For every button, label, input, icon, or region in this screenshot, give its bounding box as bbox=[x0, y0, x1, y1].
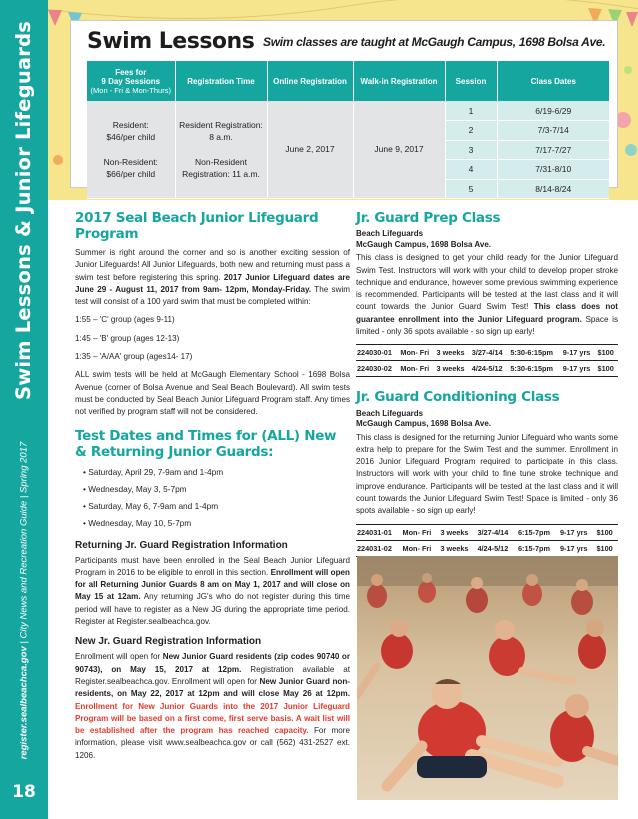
returning-reg-heading: Returning Jr. Guard Registration Information bbox=[75, 539, 288, 551]
fees-cell: Resident: $46/per child Non-Resident: $66/per child bbox=[87, 101, 175, 199]
junior-lifeguards-photo bbox=[357, 556, 618, 800]
class-dates-header: Class Dates bbox=[497, 61, 609, 101]
prep-class-location: Beach Lifeguards McGaugh Campus, 1698 Bolsa Ave. bbox=[356, 229, 492, 249]
prep-class-table bbox=[356, 344, 618, 377]
test-dates-heading: Test Dates and Times for (ALL) New & Returning Junior Guards: bbox=[75, 427, 337, 460]
page-number: 18 bbox=[12, 782, 36, 802]
online-reg-date: June 2, 2017 bbox=[267, 101, 353, 199]
prep-class-description: This class is designed to get your child ready for the Junior Lifeguard Swim Test. Instructors will work with your child to develop proper stroke technique and endurance, however some previous swimming experience is recommended. Participants will be tested at the last class and it will count towards the Junior Guard Swim Test! This class does not guarantee enrollment into the Junior Lifeguard program. Space is limited - only 36 spots available - so sign up early! bbox=[356, 253, 618, 337]
walkin-reg-date: June 9, 2017 bbox=[353, 101, 445, 199]
swim-lessons-title: Swim Lessons bbox=[87, 29, 255, 54]
sidebar-website-link[interactable]: register.sealbeachca.gov bbox=[18, 645, 30, 759]
session-dates: 6/19-6/29 bbox=[497, 101, 609, 121]
session-dates: 7/17-7/27 bbox=[497, 140, 609, 160]
swim-time-item: 1:45 – 'B' group (ages 12-13) bbox=[75, 333, 180, 343]
session-dates: 7/31-8/10 bbox=[497, 160, 609, 180]
class-code: 224031-01 bbox=[356, 524, 402, 540]
conditioning-class-location: Beach Lifeguards McGaugh Campus, 1698 Bolsa Ave. bbox=[356, 408, 492, 429]
class-code: 224030-01 bbox=[356, 345, 399, 361]
walkin-reg-header: Walk-in Registration bbox=[353, 61, 445, 101]
reg-time-header: Registration Time bbox=[175, 61, 267, 101]
swim-time-item: 1:35 – 'A/AA' group (ages14- 17) bbox=[75, 352, 193, 362]
conditioning-class-heading: Jr. Guard Conditioning Class bbox=[356, 389, 560, 406]
test-dates-list bbox=[75, 464, 350, 531]
sidebar-guide-text: | City News and Recreation Guide | Spring 2017 bbox=[18, 441, 30, 646]
table-row bbox=[87, 101, 609, 121]
sidebar-title-text: Swim Lessons & Junior Lifeguards bbox=[12, 20, 36, 400]
table-row: 224030-01 Mon- Fri 3 weeks 3/27-4/14 5:30-6:15pm 9-17 yrs $100 bbox=[356, 345, 618, 361]
table-row: 224030-02 Mon- Fri 3 weeks 4/24-5/12 5:30-6:15pm 9-17 yrs $100 bbox=[356, 361, 618, 377]
session-header: Session bbox=[445, 61, 497, 101]
session-number: 2 bbox=[445, 121, 497, 141]
session-number: 5 bbox=[445, 179, 497, 199]
table-row: 224031-02 Mon- Fri 3 weeks 4/24-5/12 6:15-7pm 9-17 yrs $100 bbox=[356, 540, 618, 556]
new-reg-heading: New Jr. Guard Registration Information bbox=[75, 636, 262, 648]
conditioning-class-description: This class is designed for the returning Junior Lifeguard who wants some extra help to prepare for the Swim Test and the summer. Enrollment in 2016 Junior Lifeguard Program required to participate in this class. Instructors will work with your child to fine tune stroke technique and improve endurance. Participants will be tested at the last class and it will count towards the Junior Lifeguard Swim Test! Space is limited - only 36 spots available - so sign up early! bbox=[356, 432, 618, 516]
list-item: • Saturday, May 6, 7-9am and 1-4pm bbox=[83, 501, 219, 511]
prep-class-heading: Jr. Guard Prep Class bbox=[356, 210, 501, 226]
reg-time-cell: Resident Registration: 8 a.m. Non-Resident Registration: 11 a.m. bbox=[175, 101, 267, 199]
fees-header: Fees for 9 Day Sessions (Mon - Fri & Mon-Thurs) bbox=[87, 61, 175, 101]
sidebar-subtitle bbox=[0, 420, 48, 780]
session-dates: 8/14-8/24 bbox=[497, 179, 609, 199]
jg-program-intro: Summer is right around the corner and so is another exciting session of Junior Lifeguards! All Junior Lifeguards, both new and returning must pass a swim test before registering this spring. 2017 Junior Lifeguard dates are June 29 - August 11, 2017 from 9am- 12pm, Monday-Friday. The swim test will consist of a 100 yard swim that must be completed within: bbox=[75, 247, 350, 307]
beach-scene-illustration bbox=[357, 556, 618, 800]
sidebar-title bbox=[0, 0, 48, 420]
jg-program-heading: 2017 Seal Beach Junior Lifeguard Program bbox=[75, 210, 319, 243]
session-number: 4 bbox=[445, 160, 497, 180]
right-column bbox=[356, 210, 618, 557]
list-item: • Wednesday, May 10, 5-7pm bbox=[83, 517, 192, 528]
list-item: • Wednesday, May 3, 5-7pm bbox=[83, 484, 187, 495]
swim-time-item: 1:55 – 'C' group (ages 9-11) bbox=[75, 315, 175, 325]
conditioning-class-table bbox=[356, 524, 618, 557]
class-code: 224031-02 bbox=[356, 540, 402, 556]
new-reg-text: Enrollment will open for New Junior Guard residents (zip codes 90740 or 90743), on May 15, 2017 at 12pm. Registration available at Register.sealbeachca.gov. Enrollment will open for New Junior Guard non-residents, on May 22, 2017 at 12pm and will close May 26 at 12pm. Enrollment for New Junior Guards into the 2017 Junior Lifeguard Program will be based on a first come, first serve basis. A wait list will be established after the program has reached capacity. For more information, please visit www.sealbeachca.gov or call (562) 431-2527 ext. 1206. bbox=[75, 652, 351, 760]
class-code: 224030-02 bbox=[356, 361, 399, 377]
session-number: 3 bbox=[445, 140, 497, 160]
session-dates: 7/3-7/14 bbox=[497, 121, 609, 141]
session-number: 1 bbox=[445, 101, 497, 121]
swim-test-location: ALL swim tests will be held at McGaugh Elementary School - 1698 Bolsa Avenue (corner of Bolsa Avenue and Seal Beach Boulevard). All swim tests must be conducted by Seal Beach Junior Lifeguard Program staff. Any times not verified by program staff will not be considered. bbox=[75, 370, 350, 417]
swim-lessons-panel bbox=[70, 20, 618, 194]
returning-reg-text: Participants must have been enrolled in the Seal Beach Junior Lifeguard Program in 2016 to be eligible to enroll in this section. Enrollment will open for all Returning Junior Guards 8 am on May 1, 2017 and will close on May 15 at 12am. Any returning JG's who do not register during this time period will have to register as a New JG during the appropriate time period. Register at Register.sealbeachca.gov. bbox=[75, 555, 351, 627]
swim-location-note: Swim classes are taught at McGaugh Campus, 1698 Bolsa Ave. bbox=[263, 35, 606, 49]
swim-schedule-table bbox=[87, 61, 609, 199]
table-row: 224031-01 Mon- Fri 3 weeks 3/27-4/14 6:15-7pm 9-17 yrs $100 bbox=[356, 524, 618, 540]
online-reg-header: Online Registration bbox=[267, 61, 353, 101]
table-header-row bbox=[87, 61, 609, 101]
left-column bbox=[75, 210, 350, 762]
list-item: • Saturday, April 29, 7-9am and 1-4pm bbox=[83, 467, 224, 478]
